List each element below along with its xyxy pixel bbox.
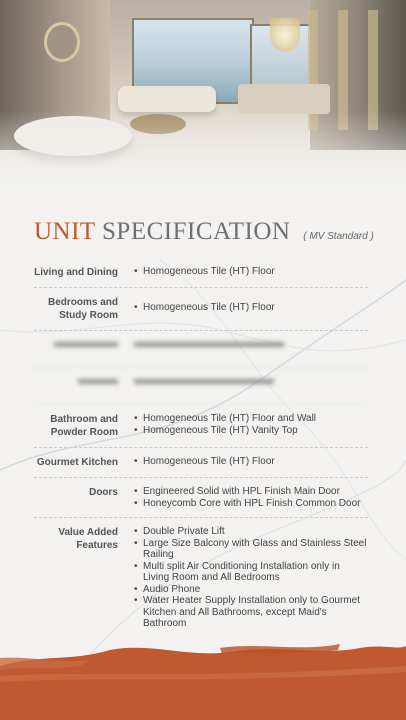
spec-item: • Engineered Solid with HPL Finish Main Door <box>134 486 368 498</box>
spec-values <box>124 296 368 322</box>
spec-row-blurred <box>34 331 368 368</box>
spec-item: • Homogeneous Tile (HT) Floor <box>134 302 368 314</box>
spec-values <box>124 266 368 279</box>
spec-item: • Double Private Lift <box>134 526 368 538</box>
spec-label-blurred <box>34 376 124 396</box>
spec-values-blurred <box>124 376 368 396</box>
spec-item: • Multi split Air Conditioning Installation only in Living Room and All Bedrooms <box>134 561 368 584</box>
blurred-text-shape <box>134 339 294 349</box>
blurred-text-shape <box>134 376 294 386</box>
spec-item: • Honeycomb Core with HPL Finish Common Door <box>134 498 368 510</box>
spec-row-bedrooms <box>34 288 368 331</box>
spec-item: • Audio Phone <box>134 584 368 596</box>
title-accent: UNIT <box>34 218 96 245</box>
spec-item: • Homogeneous Tile (HT) Floor and Wall <box>134 413 368 425</box>
spec-label: Living and Dining <box>34 267 118 278</box>
spec-label: Gourmet Kitchen <box>36 457 118 468</box>
title-subtitle: ( MV Standard ) <box>303 231 374 242</box>
spec-row-kitchen <box>34 448 368 478</box>
spec-row-doors <box>34 478 368 518</box>
spec-label-blurred <box>34 339 124 359</box>
spec-row-features <box>34 518 368 638</box>
blurred-text-shape <box>48 376 118 386</box>
spec-label: Value Added Features <box>58 527 118 551</box>
spec-row-bathroom <box>34 405 368 448</box>
spec-item: • Homogeneous Tile (HT) Floor <box>134 266 368 278</box>
spec-item: • Water Heater Supply Installation only to Gourmet Kitchen and All Bathrooms, except Maid's Bathroom <box>134 595 368 630</box>
spec-label: Bedrooms and Study Room <box>47 297 118 321</box>
spec-table <box>34 258 368 638</box>
spec-values <box>124 486 368 509</box>
spec-values <box>124 456 368 469</box>
blurred-text-shape <box>48 339 118 349</box>
spec-values <box>124 413 368 439</box>
title-rest: SPECIFICATION <box>102 218 291 245</box>
spec-item: • Homogeneous Tile (HT) Vanity Top <box>134 425 368 437</box>
spec-label: Bathroom and Powder Room <box>50 414 118 438</box>
spec-values <box>124 526 368 630</box>
page-title <box>34 218 374 246</box>
spec-item: • Homogeneous Tile (HT) Floor <box>134 456 368 468</box>
spec-row-blurred <box>34 368 368 405</box>
spec-item: • Large Size Balcony with Glass and Stainless Steel Railing <box>134 538 368 561</box>
spec-values-blurred <box>124 339 368 359</box>
spec-row-living <box>34 258 368 288</box>
brush-stroke-decoration <box>0 636 406 720</box>
spec-label: Doors <box>89 487 118 498</box>
